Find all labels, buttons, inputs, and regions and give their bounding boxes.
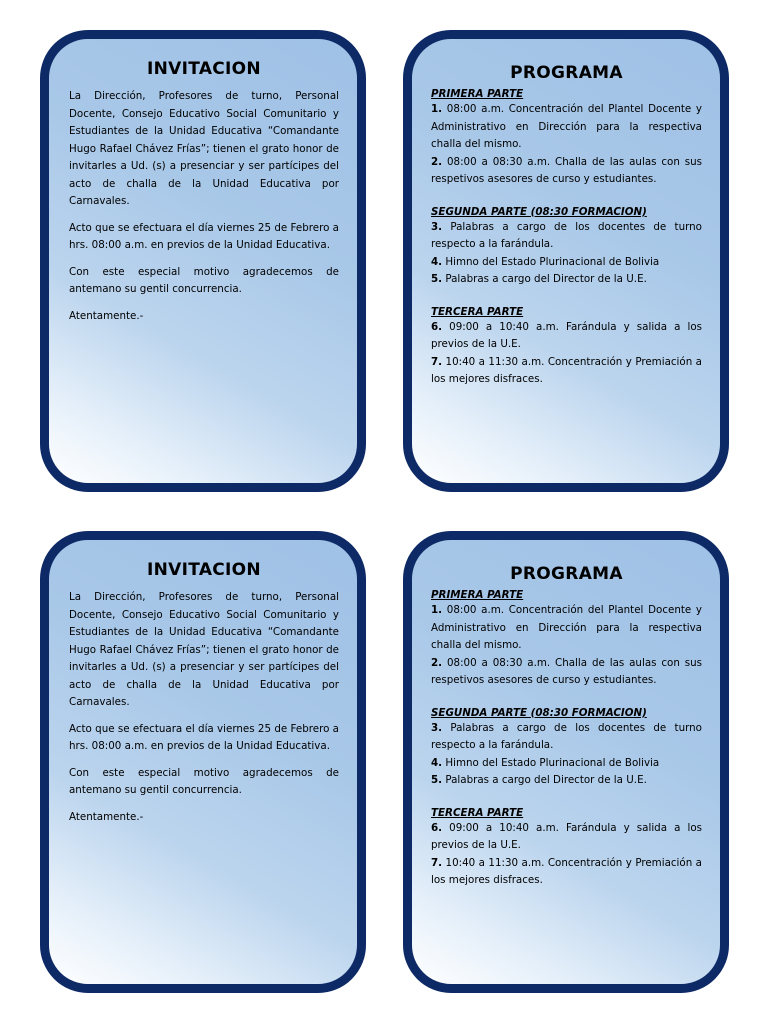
invitation-closing: Atentamente.- xyxy=(69,309,144,322)
invitation-paragraph: Acto que se efectuara el día viernes 25 de Febrero a hrs. 08:00 a.m. en previos de la Unidad Educativa. xyxy=(69,722,339,752)
item-number: 6 xyxy=(431,320,439,333)
item-number: 7 xyxy=(431,856,439,869)
item-text: Himno del Estado Plurinacional de Bolivia xyxy=(442,255,660,268)
invitation-paragraph: La Dirección, Profesores de turno, Personal Docente, Consejo Educativo Social Comunitario y Estudiantes de la Unidad Educativa “Comandante Hugo Rafael Chávez Frías”; tienen el grato honor de invitarles a Ud. (s) a presenciar y ser partícipes del acto de challa de la Unidad Educativa por Carnavales. xyxy=(69,90,339,207)
invitation-closing: Atentamente.- xyxy=(69,810,144,823)
program-item: 1. 08:00 a.m. Concentración del Plantel Docente y Administrativo en Dirección para la respectiva challa del mismo. xyxy=(431,604,702,651)
invitation-card xyxy=(40,30,366,492)
item-text: 10:40 a 11:30 a.m. Concentración y Premiación a los mejores disfraces. xyxy=(431,355,702,385)
item-number: 7 xyxy=(431,355,439,368)
item-text: Palabras a cargo del Director de la U.E. xyxy=(442,273,647,285)
programa-card xyxy=(403,531,729,993)
program-item: 7. 10:40 a 11:30 a.m. Concentración y Premiación a los mejores disfraces. xyxy=(431,355,702,385)
program-item: 6. 09:00 a 10:40 a.m. Farándula y salida a los previos de la U.E. xyxy=(431,320,702,350)
item-number: 1 xyxy=(431,604,439,616)
item-text: 09:00 a 10:40 a.m. Farándula y salida a los previos de la U.E. xyxy=(431,320,702,350)
invitation-paragraph: La Dirección, Profesores de turno, Personal Docente, Consejo Educativo Social Comunitario y Estudiantes de la Unidad Educativa “Comandante Hugo Rafael Chávez Frías”; tienen el grato honor de invitarles a Ud. (s) a presenciar y ser partícipes del acto de challa de la Unidad Educativa por Carnavales. xyxy=(69,591,339,708)
program-item: 3. Palabras a cargo de los docentes de turno respecto a la farándula. xyxy=(431,721,702,751)
program-item: 5. Palabras a cargo del Director de la U.E. xyxy=(431,774,647,786)
item-number: 5 xyxy=(431,273,439,285)
programa-card xyxy=(403,30,729,492)
program-item: 4. Himno del Estado Plurinacional de Bolivia xyxy=(431,255,660,268)
item-number: 3 xyxy=(431,721,439,734)
invitation-paragraph: Acto que se efectuara el día viernes 25 de Febrero a hrs. 08:00 a.m. en previos de la Unidad Educativa. xyxy=(69,221,339,251)
section-heading: TERCERA PARTE xyxy=(431,806,524,819)
item-text: 08:00 a.m. Concentración del Plantel Docente y Administrativo en Dirección para la respectiva challa del mismo. xyxy=(431,604,702,651)
item-text: 08:00 a 08:30 a.m. Challa de las aulas con sus respetivos asesores de curso y estudiantes. xyxy=(431,155,702,185)
section-heading: PRIMERA PARTE xyxy=(431,88,524,100)
item-number: 3 xyxy=(431,220,439,233)
item-text: Himno del Estado Plurinacional de Bolivia xyxy=(442,756,660,769)
item-number: 6 xyxy=(431,821,439,834)
item-number: 5 xyxy=(431,774,439,786)
section-heading: SEGUNDA PARTE (08:30 FORMACION) xyxy=(431,706,647,719)
item-text: 10:40 a 11:30 a.m. Concentración y Premiación a los mejores disfraces. xyxy=(431,856,702,886)
invitation-paragraph: Con este especial motivo agradecemos de antemano su gentil concurrencia. xyxy=(69,265,339,295)
programa-title: PROGRAMA xyxy=(510,564,623,584)
item-text: Palabras a cargo de los docentes de turno respecto a la farándula. xyxy=(431,721,702,751)
program-item: 2. 08:00 a 08:30 a.m. Challa de las aulas con sus respetivos asesores de curso y estudiantes. xyxy=(431,155,702,185)
section-heading: SEGUNDA PARTE (08:30 FORMACION) xyxy=(431,205,647,218)
item-number: 4 xyxy=(431,756,439,769)
invitation-card xyxy=(40,531,366,993)
program-item: 7. 10:40 a 11:30 a.m. Concentración y Premiación a los mejores disfraces. xyxy=(431,856,702,886)
program-item: 4. Himno del Estado Plurinacional de Bolivia xyxy=(431,756,660,769)
section-heading: PRIMERA PARTE xyxy=(431,589,524,601)
item-text: 08:00 a.m. Concentración del Plantel Docente y Administrativo en Dirección para la respectiva challa del mismo. xyxy=(431,103,702,150)
item-text: 09:00 a 10:40 a.m. Farándula y salida a los previos de la U.E. xyxy=(431,821,702,851)
invitation-title: INVITACION xyxy=(147,59,261,79)
program-item: 5. Palabras a cargo del Director de la U.E. xyxy=(431,273,647,285)
invitation-title: INVITACION xyxy=(147,560,261,580)
item-number: 1 xyxy=(431,103,439,115)
item-text: Palabras a cargo de los docentes de turno respecto a la farándula. xyxy=(431,220,702,250)
item-number: 4 xyxy=(431,255,439,268)
section-heading: TERCERA PARTE xyxy=(431,305,524,318)
item-text: 08:00 a 08:30 a.m. Challa de las aulas con sus respetivos asesores de curso y estudiantes. xyxy=(431,656,702,686)
program-item: 2. 08:00 a 08:30 a.m. Challa de las aulas con sus respetivos asesores de curso y estudiantes. xyxy=(431,656,702,686)
item-number: 2 xyxy=(431,656,439,669)
program-item: 6. 09:00 a 10:40 a.m. Farándula y salida a los previos de la U.E. xyxy=(431,821,702,851)
invitation-paragraph: Con este especial motivo agradecemos de antemano su gentil concurrencia. xyxy=(69,766,339,796)
program-item: 3. Palabras a cargo de los docentes de turno respecto a la farándula. xyxy=(431,220,702,250)
programa-title: PROGRAMA xyxy=(510,63,623,83)
item-number: 2 xyxy=(431,155,439,168)
item-text: Palabras a cargo del Director de la U.E. xyxy=(442,774,647,786)
program-item: 1. 08:00 a.m. Concentración del Plantel Docente y Administrativo en Dirección para la respectiva challa del mismo. xyxy=(431,103,702,150)
